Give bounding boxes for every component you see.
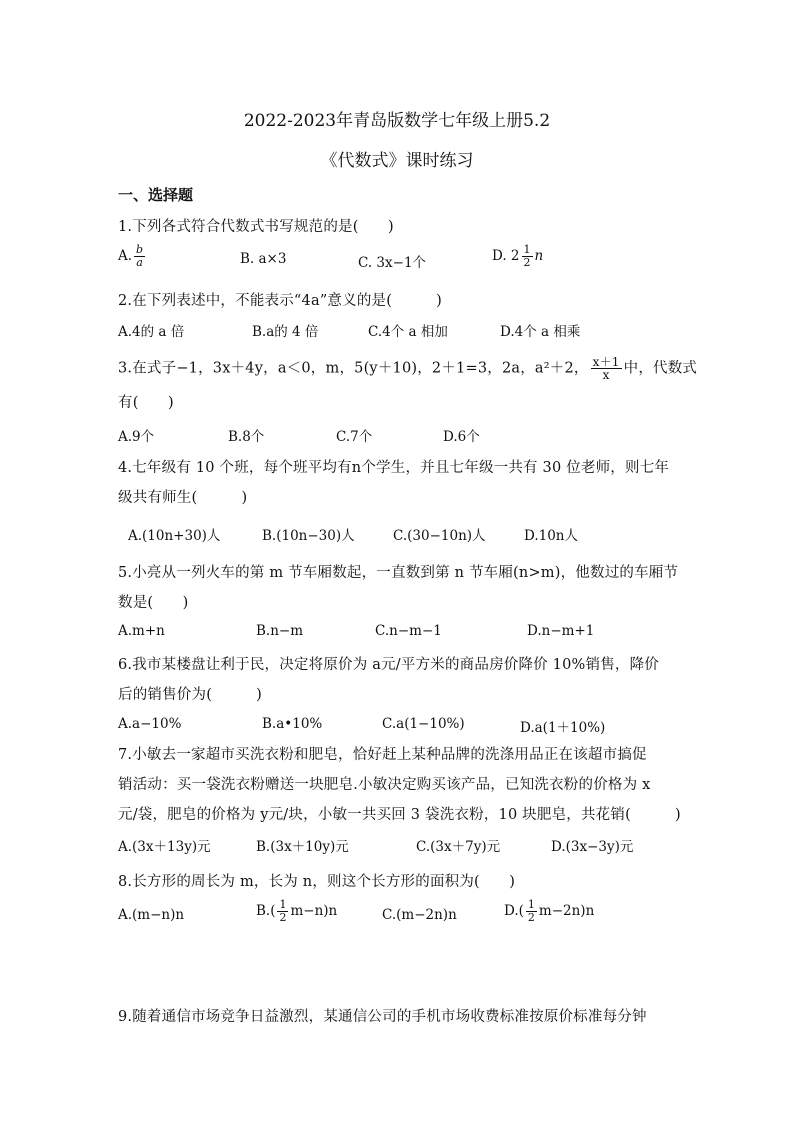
question-6-stem-line1: 6.我市某楼盘让利于民，决定将原价为 a元/平方米的商品房价降价 10%销售，降价 bbox=[118, 657, 660, 673]
question-5-stem-line1: 5.小亮从一列火车的第 m 节车厢数起，一直数到第 n 节车厢(n>m)，他数过的车厢节 bbox=[118, 565, 679, 581]
question-7-stem-line3: 元/袋，肥皂的价格为 y元/块，小敏一共买回 3 袋洗衣粉，10 块肥皂，共花销( ) bbox=[118, 807, 681, 823]
question-8-option-c: C.(m−2n)n bbox=[382, 907, 457, 923]
question-8-option-d: D.( $\frac{1}{2}$ m−2n)n bbox=[504, 898, 595, 924]
question-9-stem-line1: 9.随着通信市场竞争日益激烈，某通信公司的手机市场收费标准按原价标准每分钟 bbox=[118, 1009, 647, 1025]
fraction-x-plus-1-over-x: $\frac{x+1}{x}$ bbox=[592, 355, 620, 382]
question-6-option-a: A.a−10% bbox=[118, 716, 182, 732]
question-5-option-c: C.n−m−1 bbox=[375, 623, 442, 639]
question-3-stem-line1: 3.在式子−1，3x＋4y，a＜0，m，5(y＋10)，2＋1=3，2a，a²＋2， $\frac{x+1}{x}$ 中，代数式 bbox=[118, 355, 698, 382]
fraction-one-half: $\frac{1}{2}$ bbox=[523, 243, 531, 269]
question-5-option-b: B.n−m bbox=[256, 623, 304, 639]
question-6-option-c: C.a(1−10%) bbox=[382, 716, 465, 732]
fraction-one-half: $\frac{1}{2}$ bbox=[527, 898, 535, 924]
question-4-option-a: A.(10n+30)人 bbox=[128, 528, 221, 544]
question-4-option-b: B.(10n−30)人 bbox=[262, 528, 355, 544]
question-1-option-b: B. a×3 bbox=[240, 251, 287, 267]
document-title-line2: 《代数式》课时练习 bbox=[320, 151, 474, 171]
question-8-stem: 8.长方形的周长为 m，长为 n，则这个长方形的面积为( ) bbox=[118, 874, 516, 890]
section-heading: 一、选择题 bbox=[118, 186, 194, 204]
question-7-option-c: C.(3x＋7y)元 bbox=[416, 839, 501, 855]
question-8-option-a: A.(m−n)n bbox=[118, 907, 185, 923]
question-7-option-a: A.(3x＋13y)元 bbox=[118, 839, 211, 855]
question-7-stem-line1: 7.小敏去一家超市买洗衣粉和肥皂，恰好赶上某种品牌的洗涤用品正在该超市搞促 bbox=[118, 747, 647, 763]
question-5-option-d: D.n−m+1 bbox=[527, 623, 595, 639]
question-3-option-b: B.8个 bbox=[228, 429, 265, 445]
document-title-line1: 2022-2023年青岛版数学七年级上册5.2 bbox=[243, 111, 551, 131]
question-6-stem-line2: 后的销售价为( ) bbox=[118, 687, 263, 703]
question-7-stem-line2: 销活动：买一袋洗衣粉赠送一块肥皂.小敏决定购买该产品，已知洗衣粉的价格为 x bbox=[118, 777, 651, 793]
fraction-b-over-a: $\frac{b}{a}$ bbox=[136, 243, 144, 269]
question-4-option-d: D.10n人 bbox=[524, 528, 579, 544]
question-4-stem-line2: 级共有师生( ) bbox=[118, 490, 248, 506]
question-7-option-b: B.(3x＋10y)元 bbox=[256, 839, 349, 855]
question-1-option-c: C. 3x−1个 bbox=[358, 255, 427, 271]
question-1-option-d: D. 2 $\frac{1}{2}$ n bbox=[492, 243, 544, 269]
question-8-option-b: B.( $\frac{1}{2}$ m−n)n bbox=[256, 898, 338, 924]
question-2-option-b: B.a的 4 倍 bbox=[252, 324, 319, 340]
question-5-option-a: A.m+n bbox=[118, 623, 165, 639]
question-5-stem-line2: 数是( ) bbox=[118, 595, 189, 611]
question-4-option-c: C.(30−10n)人 bbox=[393, 528, 486, 544]
question-3-stem-line2: 有( ) bbox=[118, 395, 174, 411]
question-1-option-a: A. $\frac{b}{a}$ bbox=[118, 243, 144, 269]
question-3-option-c: C.7个 bbox=[336, 429, 373, 445]
question-2-option-d: D.4个 a 相乘 bbox=[500, 324, 581, 340]
question-4-stem-line1: 4.七年级有 10 个班，每个班平均有n个学生，并且七年级一共有 30 位老师，则七年 bbox=[118, 460, 670, 476]
question-2-stem: 2.在下列表述中，不能表示“4a”意义的是( ) bbox=[118, 293, 443, 309]
question-2-option-a: A.4的 a 倍 bbox=[118, 324, 185, 340]
question-6-option-d: D.a(1＋10%) bbox=[520, 720, 606, 736]
question-6-option-b: B.a•10% bbox=[262, 716, 323, 732]
question-2-option-c: C.4个 a 相加 bbox=[368, 324, 448, 340]
fraction-one-half: $\frac{1}{2}$ bbox=[279, 898, 287, 924]
question-7-option-d: D.(3x−3y)元 bbox=[551, 839, 634, 855]
question-3-option-d: D.6个 bbox=[443, 429, 480, 445]
question-1-stem: 1.下列各式符合代数式书写规范的是( ) bbox=[118, 219, 394, 235]
question-3-option-a: A.9个 bbox=[118, 429, 155, 445]
